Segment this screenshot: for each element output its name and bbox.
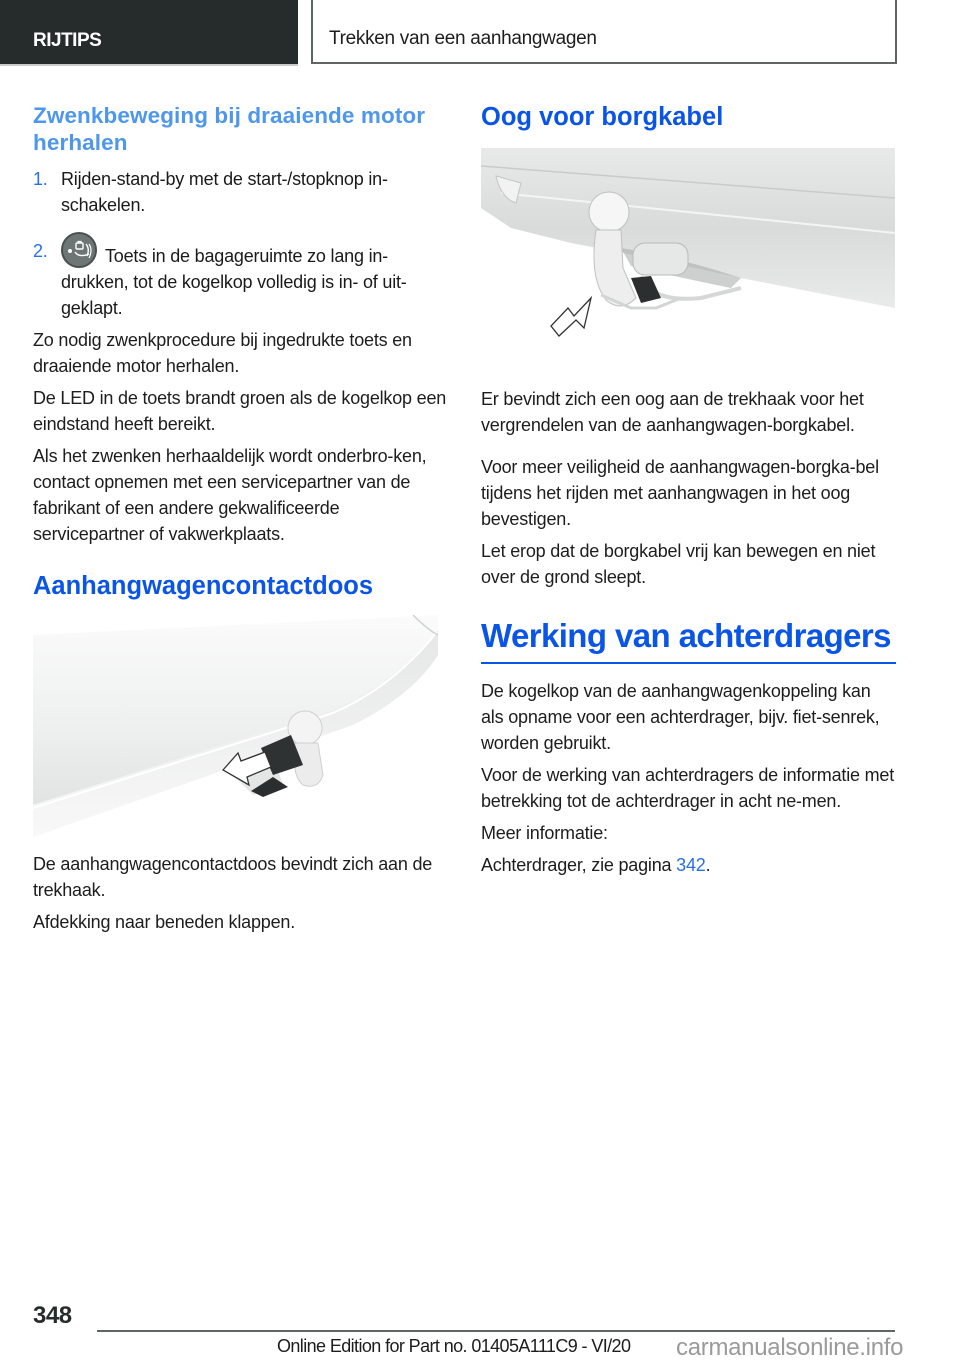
paragraph: Als het zwenken herhaaldelijk wordt onderbro-ken, contact opnemen met een servicepartner van de fabrikant of een andere gekwalificeerde servicepartner of vakwerkplaats. — [33, 446, 427, 544]
heading-carriers: Werking van achterdragers — [481, 616, 896, 664]
page-link-342[interactable]: 342 — [676, 855, 706, 875]
cross-reference — [481, 852, 896, 878]
tow-hitch-button-icon — [61, 232, 97, 268]
trailer-socket-illustration — [33, 615, 438, 837]
section-title: RIJTIPS — [33, 30, 102, 51]
paragraph: Afdekking naar beneden klappen. — [33, 912, 296, 932]
xref-prefix: Achterdrager, zie pagina — [481, 855, 677, 875]
section-tab — [0, 0, 298, 64]
paragraph: De LED in de toets brandt groen als de kogelkop een eindstand heeft bereikt. — [33, 388, 447, 434]
step-number: 1. — [33, 169, 48, 189]
chapter-header — [311, 0, 897, 64]
step-item — [33, 166, 453, 218]
step-list — [33, 166, 453, 321]
heading-eye: Oog voor borgkabel — [481, 103, 724, 131]
heading-swivel: Zwenkbeweging bij draaiende motor herhalen — [33, 103, 426, 155]
step-number: 2. — [33, 241, 48, 261]
paragraph: De aanhangwagencontactdoos bevindt zich aan de trekhaak. — [33, 854, 433, 900]
step-item — [33, 232, 453, 321]
paragraph: Zo nodig zwenkprocedure bij ingedrukte toets en draaiende motor herhalen. — [33, 330, 412, 376]
heading-socket: Aanhangwagencontactdoos — [33, 572, 374, 600]
paragraph: De kogelkop van de aanhangwagenkoppeling kan als opname voor een achterdrager, bijv. fiet-senrek, worden gebruikt. — [481, 681, 880, 753]
paragraph: Let erop dat de borgkabel vrij kan bewegen en niet over de grond sleept. — [481, 541, 876, 587]
step-text: Toets in de bagageruimte zo lang in-drukken, tot de kogelkop volledig is in- of uit-geklapt. — [61, 246, 407, 318]
left-column — [33, 102, 453, 935]
paragraph: Voor meer veiligheid de aanhangwagen-borgka-bel tijdens het rijden met aanhangwagen in het oog bevestigen. — [481, 457, 879, 529]
paragraph: Voor de werking van achterdragers de informatie met betrekking tot de achterdrager in acht ne-men. — [481, 765, 895, 811]
xref-suffix: . — [705, 855, 711, 875]
safety-cable-eye-illustration — [481, 148, 895, 348]
step-text: Rijden-stand-by met de start-/stopknop in-schakelen. — [61, 169, 388, 215]
footer-divider — [97, 1330, 895, 1332]
page-number: 348 — [33, 1302, 72, 1329]
watermark: carmanualsonline.info — [676, 1334, 904, 1361]
paragraph: Meer informatie: — [481, 823, 608, 843]
chapter-title: Trekken van een aanhangwagen — [329, 28, 597, 49]
right-column — [481, 102, 896, 878]
edition-text: Online Edition for Part no. 01405A111C9 - VI/20 — [277, 1336, 631, 1356]
paragraph: Er bevindt zich een oog aan de trekhaak voor het vergrendelen van de aanhangwagen-borgkabel. — [481, 389, 864, 435]
